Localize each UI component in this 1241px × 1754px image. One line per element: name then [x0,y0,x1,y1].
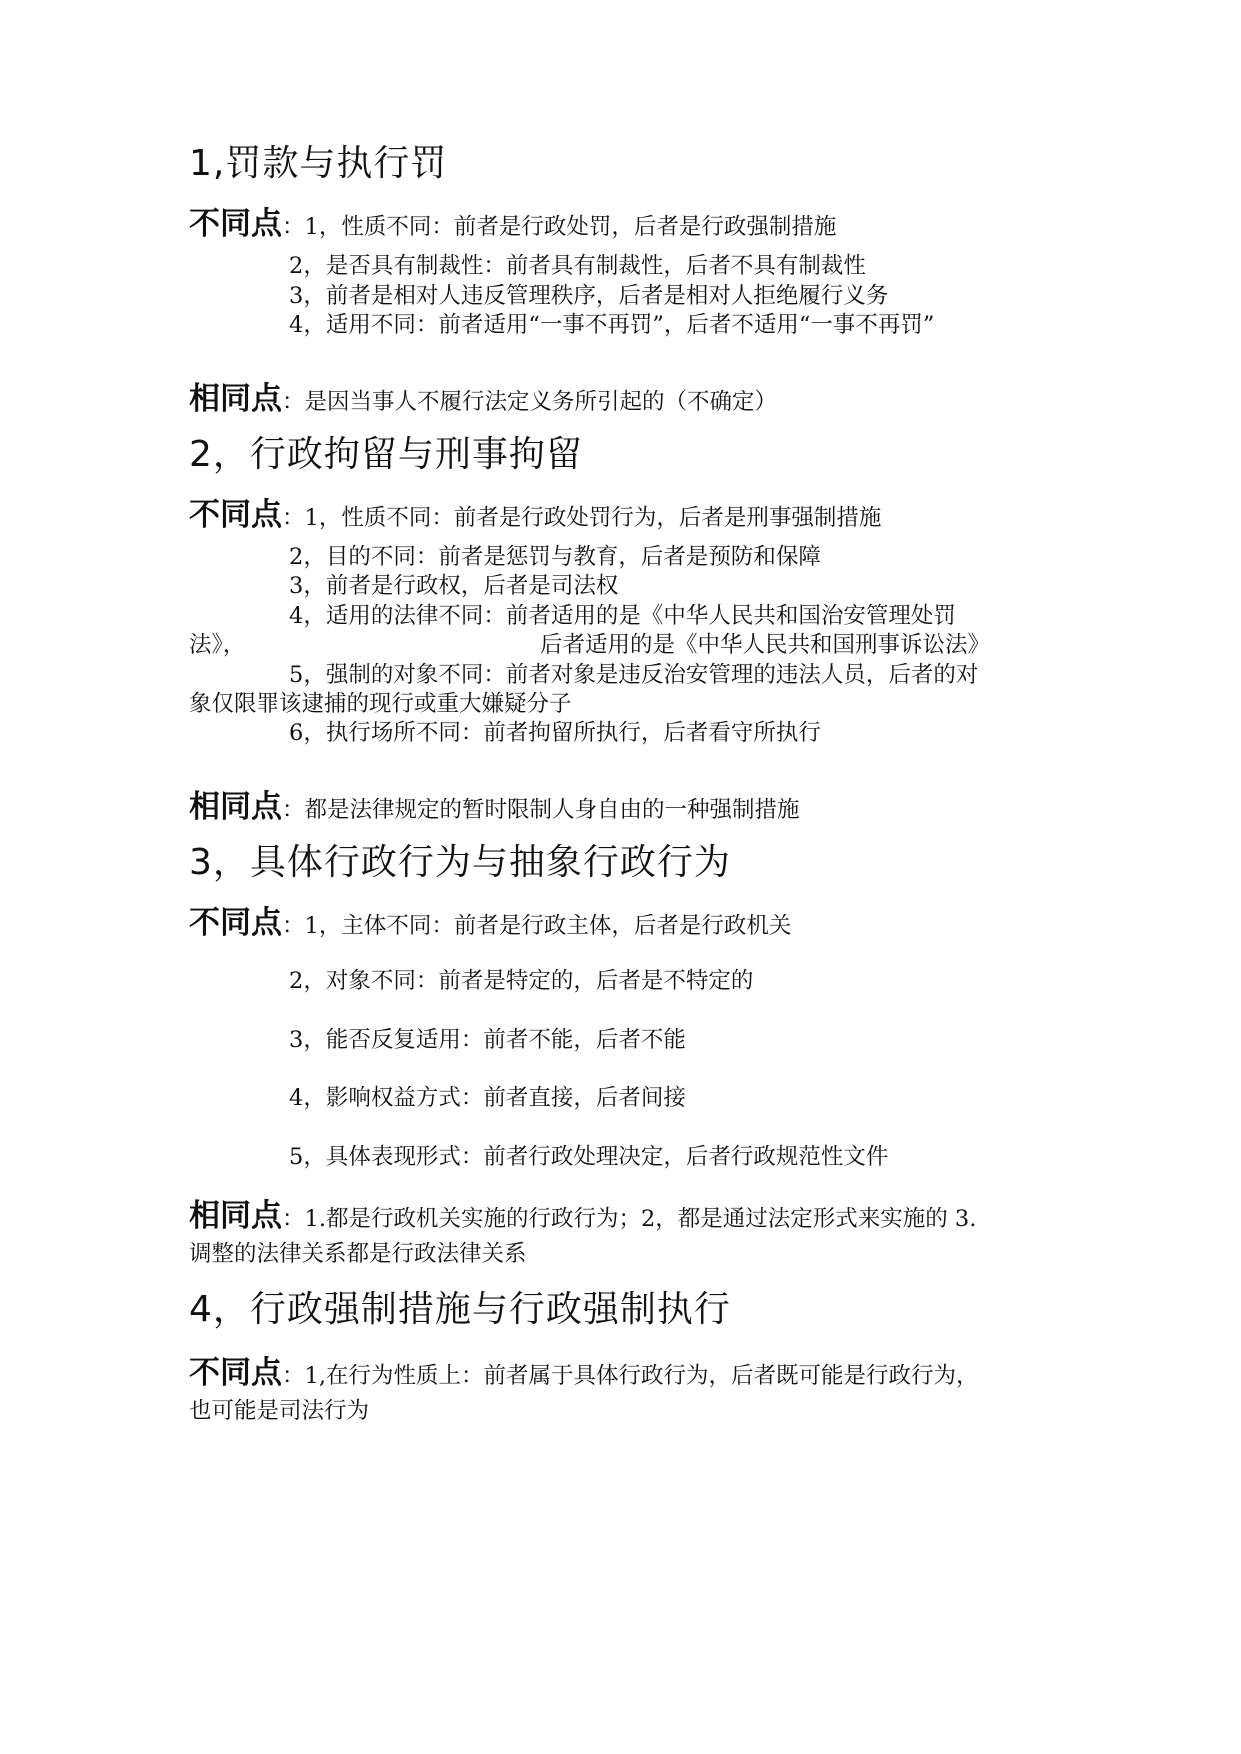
section-1-diff-item: 3，前者是相对人违反管理秩序，后者是相对人拒绝履行义务 [289,283,889,309]
same-label: 相同点 [189,1198,282,1234]
section-2-diff-item: 4，适用的法律不同：前者适用的是《中华人民共和国治安管理处罚 [289,603,956,629]
section-1-title: 1,罚款与执行罚 [189,143,448,184]
section-1-diff-item: 2，是否具有制裁性：前者具有制裁性，后者不具有制裁性 [289,253,866,279]
section-4-title: 4，行政强制措施与行政强制执行 [189,1289,731,1330]
diff-label: 不同点 [189,206,282,242]
section-2-diff-item: 后者适用的是《中华人民共和国刑事诉讼法》 [540,632,991,658]
section-2-diff-item: 法》， [189,632,246,658]
section-3-diff-line [189,907,791,942]
diff-text: ：1，主体不同：前者是行政主体，后者是行政机关 [282,913,792,939]
section-3-diff-item: 3，能否反复适用：前者不能，后者不能 [289,1027,686,1053]
section-2-diff-item: 5，强制的对象不同：前者对象是违反治安管理的违法人员，后者的对 [289,662,979,688]
section-3-same-line [189,1200,976,1235]
section-4-diff-line [189,1357,978,1392]
diff-text: ：1，性质不同：前者是行政处罚，后者是行政强制措施 [282,214,837,240]
diff-label: 不同点 [189,905,282,941]
same-label: 相同点 [189,789,282,825]
section-3-title: 3，具体行政行为与抽象行政行为 [189,842,731,883]
section-2-diff-line [189,499,881,534]
section-2-diff-item: 3，前者是行政权，后者是司法权 [289,573,619,599]
diff-label: 不同点 [189,1355,282,1391]
section-1-diff-line [189,208,836,243]
diff-label: 不同点 [189,497,282,533]
section-4-diff-cont: 也可能是司法行为 [189,1398,370,1424]
section-3-diff-item: 4，影响权益方式：前者直接，后者间接 [289,1085,686,1111]
section-2-same-line [189,791,800,826]
section-2-diff-item: 2，目的不同：前者是惩罚与教育，后者是预防和保障 [289,544,821,570]
section-1-diff-item: 4，适用不同：前者适用“一事不再罚”，后者不适用“一事不再罚” [289,312,935,338]
section-2-diff-item: 6，执行场所不同：前者拘留所执行，后者看守所执行 [289,720,821,746]
section-3-same-cont: 调整的法律关系都是行政法律关系 [189,1241,527,1267]
section-3-diff-item: 2，对象不同：前者是特定的，后者是不特定的 [289,968,754,994]
section-2-diff-item: 象仅限罪该逮捕的现行或重大嫌疑分子 [189,691,572,717]
same-text: ：1.都是行政机关实施的行政行为；2，都是通过法定形式来实施的 3. [282,1206,977,1232]
section-1-same-line [189,383,777,418]
same-text: ：都是法律规定的暂时限制人身自由的一种强制措施 [282,797,800,823]
section-2-title: 2，行政拘留与刑事拘留 [189,434,583,475]
same-label: 相同点 [189,381,282,417]
same-text: ：是因当事人不履行法定义务所引起的（不确定） [282,389,778,415]
section-3-diff-item: 5，具体表现形式：前者行政处理决定，后者行政规范性文件 [289,1144,889,1170]
diff-text: ：1,在行为性质上：前者属于具体行政行为，后者既可能是行政行为， [282,1363,979,1389]
diff-text: ：1，性质不同：前者是行政处罚行为，后者是刑事强制措施 [282,505,882,531]
